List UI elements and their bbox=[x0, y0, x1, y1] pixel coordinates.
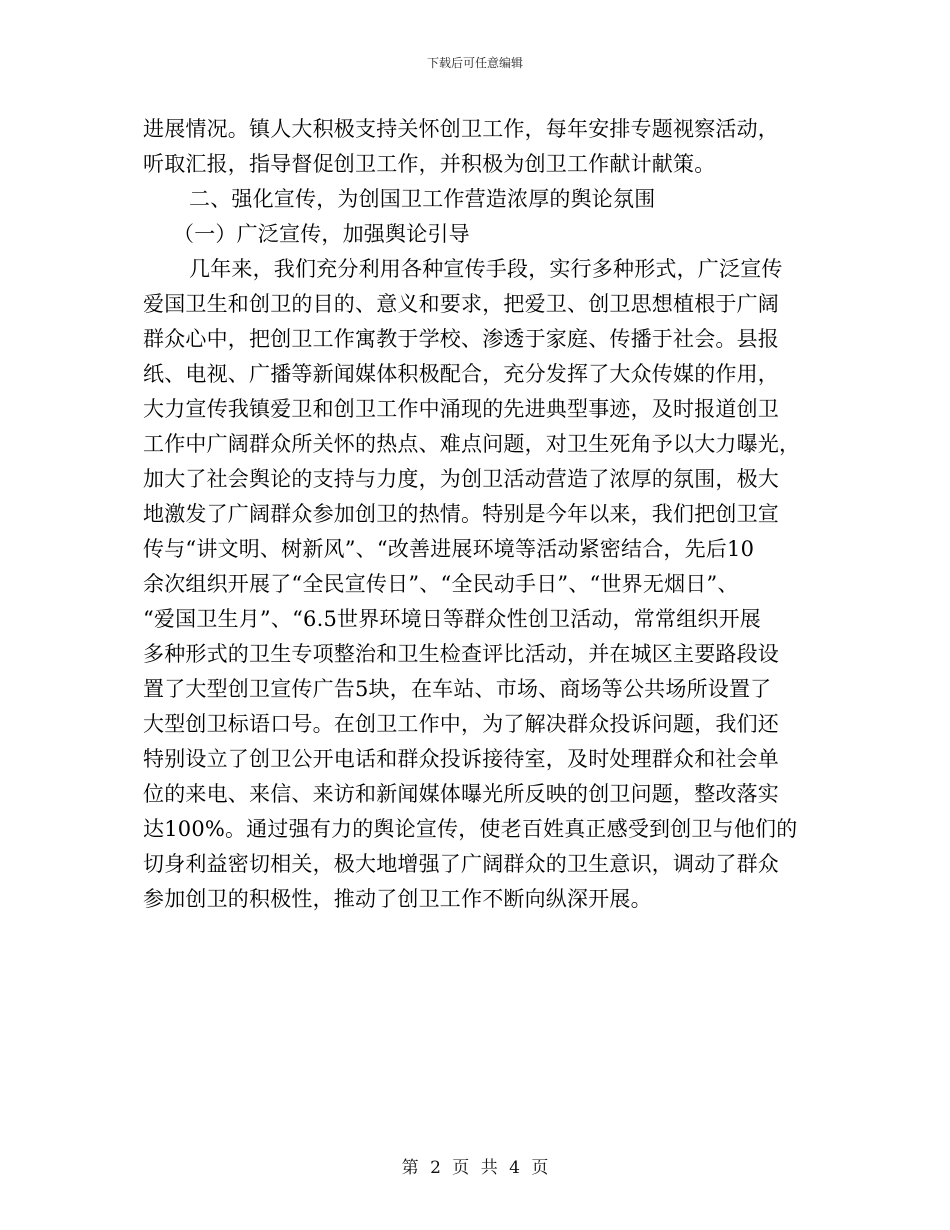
body-line: 群众心中，把创卫工作寓教于学校、渗透于家庭、传播于社会。县报 bbox=[143, 327, 779, 351]
body-line: 参加创卫的积极性，推动了创卫工作不断向纵深开展。 bbox=[143, 887, 652, 911]
body-line: 地激发了广阔群众参加创卫的热情。特别是今年以来，我们把创卫宣 bbox=[143, 502, 779, 526]
body-line: 听取汇报，指导督促创卫工作，并积极为创卫工作献计献策。 bbox=[143, 152, 716, 176]
body-line: 切身利益密切相关，极大地增强了广阔群众的卫生意识，调动了群众 bbox=[143, 852, 779, 876]
body-line: 多种形式的卫生专项整治和卫生检查评比活动，并在城区主要路段设 bbox=[143, 642, 779, 666]
body-line: 工作中广阔群众所关怀的热点、难点问题，对卫生死角予以大力曝光， bbox=[143, 432, 801, 456]
body-line: 位的来电、来信、来访和新闻媒体曝光所反映的创卫问题，整改落实 bbox=[143, 782, 779, 806]
body-line: 加大了社会舆论的支持与力度，为创卫活动营造了浓厚的氛围，极大 bbox=[143, 467, 779, 491]
body-line: 余次组织开展了“全民宣传日”、“全民动手日”、“世界无烟日”、 bbox=[143, 572, 739, 596]
section-heading: 二、强化宣传，为创国卫工作营造浓厚的舆论氛围 bbox=[189, 187, 656, 211]
document-body bbox=[143, 112, 808, 917]
body-line: 大力宣传我镇爱卫和创卫工作中涌现的先进典型事迹，及时报道创卫 bbox=[143, 397, 779, 421]
body-line: 纸、电视、广播等新闻媒体积极配合，充分发挥了大众传媒的作用， bbox=[143, 362, 779, 386]
body-line: 大型创卫标语口号。在创卫工作中，为了解决群众投诉问题，我们还 bbox=[143, 712, 779, 736]
body-line: “爱国卫生月”、“6.5世界环境日等群众性创卫活动，常常组织开展 bbox=[143, 607, 762, 631]
page-number: 第 2 页 共 4 页 bbox=[401, 1158, 549, 1178]
subsection-heading: （一）广泛宣传，加强舆论引导 bbox=[173, 222, 470, 246]
page-header-note: 下载后可任意编辑 bbox=[426, 56, 523, 70]
body-line: 几年来，我们充分利用各种宣传手段，实行多种形式，广泛宣传 bbox=[189, 257, 783, 281]
body-line: 传与“讲文明、树新风”、“改善进展环境等活动紧密结合，先后10 bbox=[143, 537, 755, 561]
body-line: 特别设立了创卫公开电话和群众投诉接待室，及时处理群众和社会单 bbox=[143, 747, 779, 771]
body-line: 置了大型创卫宣传广告5块，在车站、市场、商场等公共场所设置了 bbox=[143, 677, 772, 701]
body-line: 进展情况。镇人大积极支持关怀创卫工作，每年安排专题视察活动， bbox=[143, 117, 779, 141]
body-line: 爱国卫生和创卫的目的、意义和要求，把爱卫、创卫思想植根于广阔 bbox=[143, 292, 779, 316]
body-line: 达100%。通过强有力的舆论宣传，使老百姓真正感受到创卫与他们的 bbox=[143, 817, 798, 841]
